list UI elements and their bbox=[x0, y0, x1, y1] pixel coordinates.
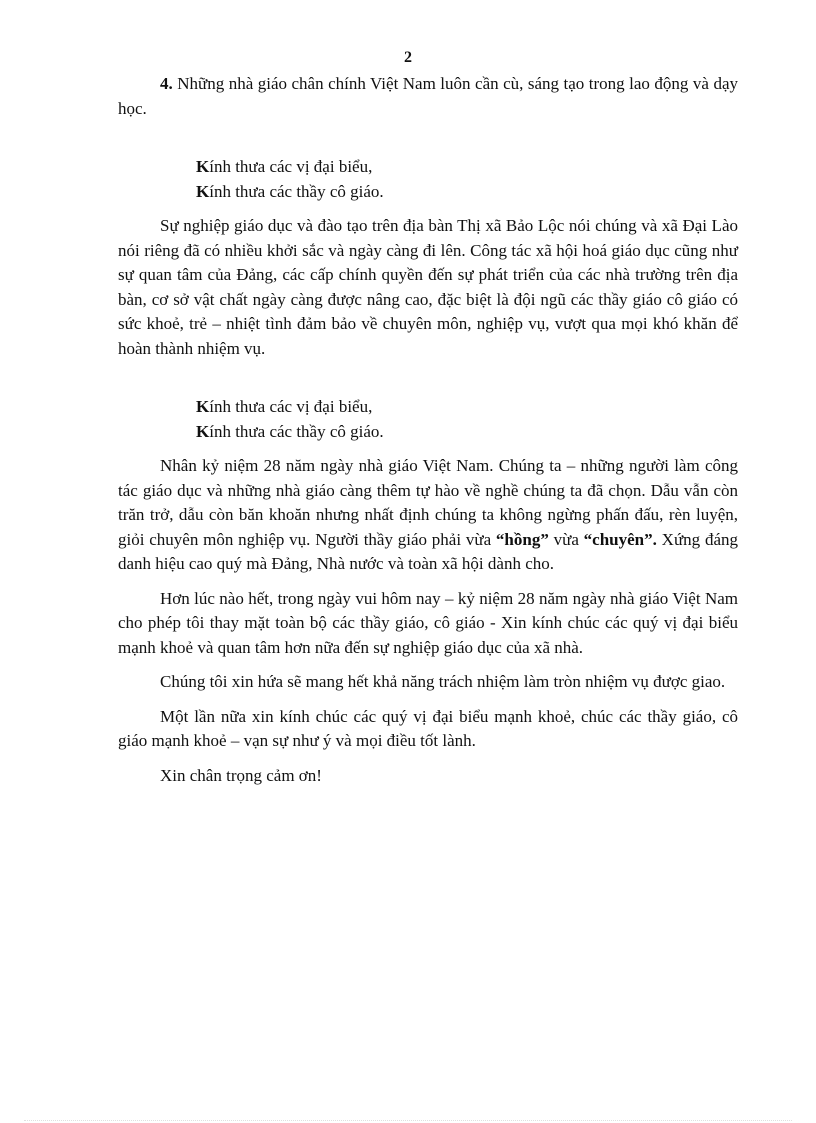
paragraph-text: vừa bbox=[548, 529, 584, 549]
greeting-initial: K bbox=[196, 181, 210, 201]
quote-hong: “hồng” bbox=[495, 529, 549, 549]
greeting-line-teachers bbox=[196, 180, 738, 205]
document-body bbox=[118, 72, 738, 788]
paragraph-text: Nhân kỷ niệm 28 năm ngày nhà giáo Việt Nam. Chúng ta – những người làm công tác giáo dục và những nhà giáo càng thêm tự hào về nghề chúng ta đã chọn. Dẫu vẫn còn trăn trở, dẫu còn băn khoăn nhưng nhất định chúng ta không ngừng phấn đấu, rèn luyện, giỏi chuyên môn nghiệp vụ. Người thầy giáo phải vừa bbox=[118, 456, 738, 549]
paragraph-text: Xứng đáng danh hiệu cao quý mà Đảng, Nhà nước và toàn xã hội dành cho. bbox=[118, 529, 738, 573]
greeting-block-1 bbox=[196, 155, 738, 204]
greeting-initial: K bbox=[196, 421, 210, 441]
page-number: 2 bbox=[404, 49, 412, 66]
quote-chuyen: “chuyên”. bbox=[583, 529, 657, 549]
greeting-text: ính thưa các vị đại biểu, bbox=[209, 157, 373, 176]
greeting-line-delegates bbox=[196, 395, 738, 420]
section-4-paragraph bbox=[118, 72, 738, 121]
paragraph-education-progress: Sự nghiệp giáo dục và đào tạo trên địa bàn Thị xã Bảo Lộc nói chúng và xã Đại Lào nói riêng đã có nhiều khởi sắc và ngày càng đi lên. Công tác xã hội hoá giáo dục cũng như sự quan tâm của Đảng, các cấp chính quyền đến sự phát triển của các nhà trường trên địa bàn, cơ sở vật chất ngày càng được nâng cao, đặc biệt là đội ngũ các thầy giáo cô giáo có sức khoẻ, trẻ – nhiệt tình đảm bảo về chuyên môn, nghiệp vụ, vượt qua mọi khó khăn để hoàn thành nhiệm vụ. bbox=[118, 216, 738, 358]
paragraph-final-wishes: Một lần nữa xin kính chúc các quý vị đại biểu mạnh khoẻ, chúc các thầy giáo, cô giáo mạnh khoẻ – vạn sự như ý và mọi điều tốt lành. bbox=[118, 706, 738, 750]
paragraph-wishes: Hơn lúc nào hết, trong ngày vui hôm nay – kỷ niệm 28 năm ngày nhà giáo Việt Nam cho phép tôi thay mặt toàn bộ các thầy giáo, cô giáo - Xin kính chúc các quý vị đại biểu mạnh khoẻ và quan tâm hơn nữa đến sự nghiệp giáo dục của xã nhà. bbox=[118, 588, 738, 657]
greeting-block-2 bbox=[196, 395, 738, 444]
greeting-line-delegates bbox=[196, 155, 738, 180]
greeting-text: ính thưa các vị đại biểu, bbox=[209, 397, 373, 416]
page-divider bbox=[24, 1120, 792, 1121]
greeting-initial: K bbox=[196, 397, 210, 416]
greeting-text: ính thưa các thầy cô giáo. bbox=[209, 181, 384, 201]
paragraph-teachers-day bbox=[118, 454, 738, 577]
greeting-initial: K bbox=[196, 157, 210, 176]
section-4-number: 4. bbox=[160, 74, 173, 93]
greeting-text: ính thưa các thầy cô giáo. bbox=[209, 421, 384, 441]
greeting-line-teachers bbox=[196, 420, 738, 445]
closing-line: Xin chân trọng cảm ơn! bbox=[160, 765, 322, 785]
section-4-text: Những nhà giáo chân chính Việt Nam luôn cần cù, sáng tạo trong lao động và dạy học. bbox=[118, 74, 738, 118]
paragraph-promise: Chúng tôi xin hứa sẽ mang hết khả năng trách nhiệm làm tròn nhiệm vụ được giao. bbox=[160, 672, 726, 691]
